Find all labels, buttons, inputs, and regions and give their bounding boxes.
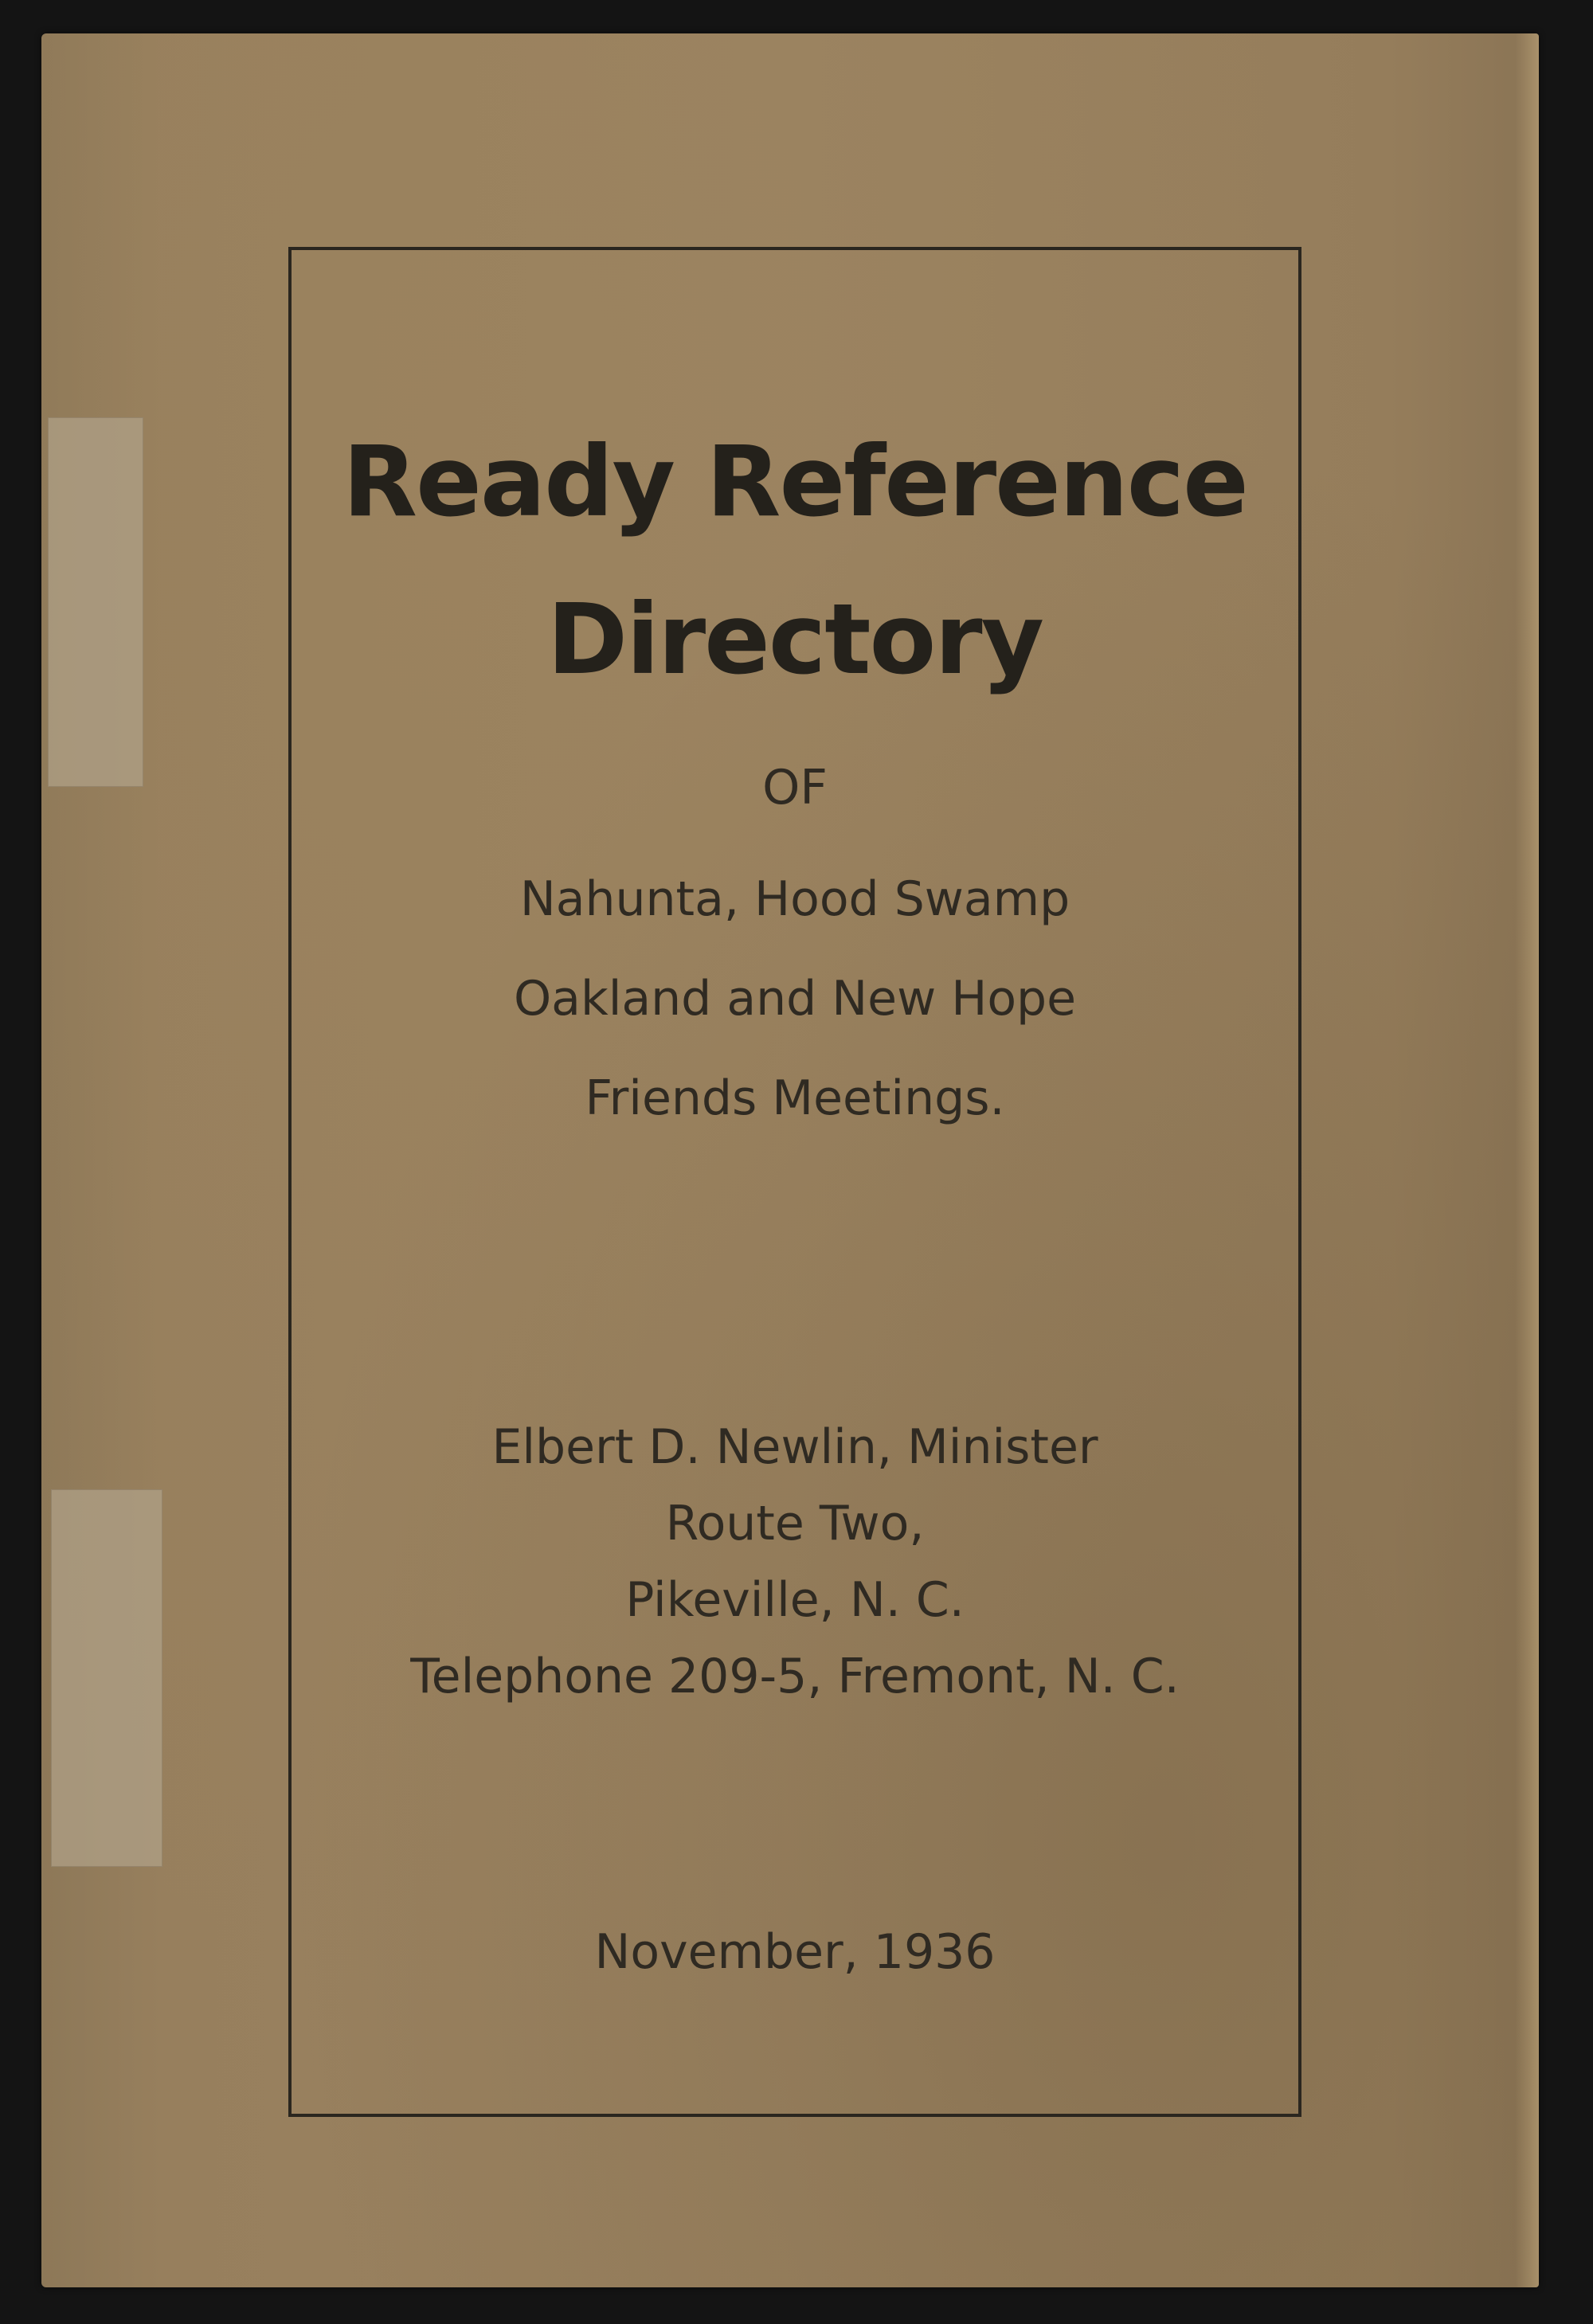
cover-edge [1515,33,1539,2287]
publication-date: November, 1936 [594,1924,996,1980]
cover-frame [288,247,1301,2117]
title-line-2: Directory [546,583,1043,696]
of-label: OF [762,760,828,816]
meetings-line-1: Nahunta, Hood Swamp [519,871,1070,927]
address-route: Route Two, [665,1496,925,1551]
booklet-cover [41,33,1539,2287]
meetings-line-2: Oakland and New Hope [513,971,1077,1027]
binding-tape-top [48,417,143,787]
meetings-line-3: Friends Meetings. [585,1070,1005,1126]
minister-name: Elbert D. Newlin, Minister [491,1419,1098,1475]
binding-tape-bottom [51,1489,162,1867]
title-line-1: Ready Reference [342,425,1247,538]
telephone: Telephone 209-5, Fremont, N. C. [410,1649,1180,1704]
address-city: Pikeville, N. C. [625,1572,965,1628]
